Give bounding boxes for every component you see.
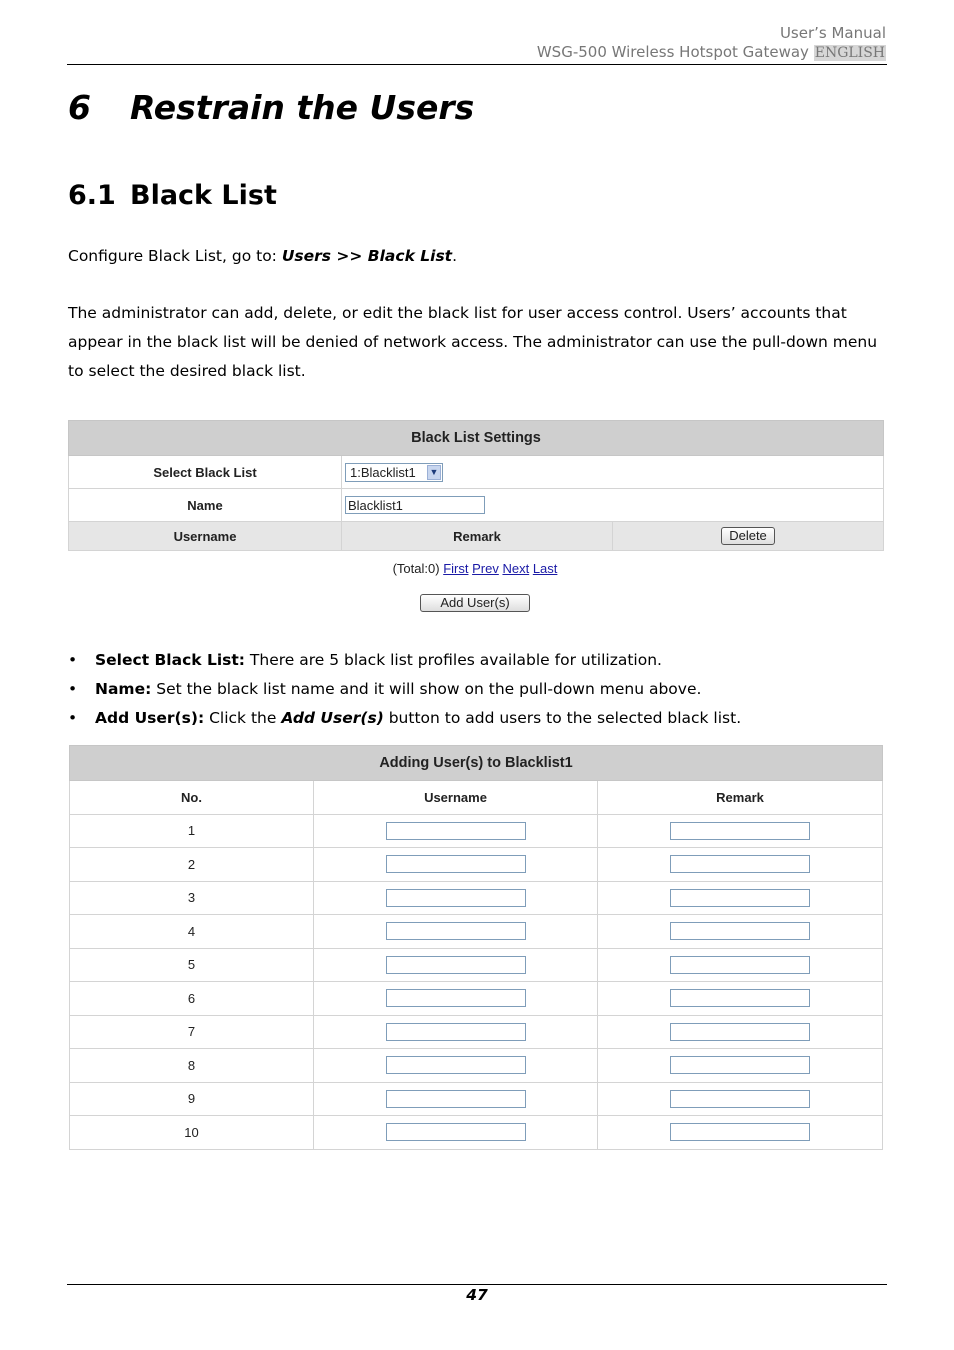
no-column-header: No.	[70, 781, 314, 815]
select-black-list-cell	[342, 456, 884, 489]
add-rows-body	[70, 814, 883, 1149]
table-row	[70, 982, 883, 1016]
username-cell	[314, 848, 598, 882]
username-input[interactable]	[386, 855, 526, 873]
row-number: 8	[70, 1049, 314, 1083]
username-input[interactable]	[386, 822, 526, 840]
remark-cell	[598, 848, 883, 882]
remark-input[interactable]	[670, 855, 810, 873]
username-input[interactable]	[386, 889, 526, 907]
add-username-column-header: Username	[314, 781, 598, 815]
bullet-key: Add User(s):	[95, 709, 205, 727]
remark-input[interactable]	[670, 1056, 810, 1074]
intro-paragraph	[68, 242, 888, 271]
header-language: ENGLISH	[814, 45, 885, 61]
bullet-text: button to add users to the selected black list.	[383, 709, 742, 727]
select-black-list-dropdown[interactable]	[345, 463, 443, 482]
remark-cell	[598, 948, 883, 982]
row-number: 10	[70, 1116, 314, 1150]
table-row	[70, 1049, 883, 1083]
section-title: Black List	[130, 180, 277, 211]
bullet-text: There are 5 black list profiles available for utilization.	[245, 651, 662, 669]
feature-bullet-list	[68, 646, 888, 733]
row-number: 2	[70, 848, 314, 882]
chapter-title: Restrain the Users	[130, 88, 475, 127]
row-number: 7	[70, 1015, 314, 1049]
remark-input[interactable]	[670, 922, 810, 940]
section-number: 6.1	[68, 180, 116, 211]
row-number: 3	[70, 881, 314, 915]
pager-last-link[interactable]: Last	[532, 561, 558, 576]
username-cell	[314, 915, 598, 949]
remark-cell	[598, 814, 883, 848]
remark-input[interactable]	[670, 1123, 810, 1141]
remark-cell	[598, 1116, 883, 1150]
delete-cell	[613, 522, 884, 551]
footer-rule	[67, 1284, 887, 1285]
remark-column-header: Remark	[342, 522, 613, 551]
username-input[interactable]	[386, 956, 526, 974]
remark-cell	[598, 915, 883, 949]
header-product-line	[537, 43, 886, 63]
bullet-key: Select Black List:	[95, 651, 245, 669]
pager-total: (Total:0)	[392, 561, 440, 576]
remark-input[interactable]	[670, 822, 810, 840]
username-input[interactable]	[386, 1056, 526, 1074]
add-users-button[interactable]: Add User(s)	[420, 594, 530, 612]
username-input[interactable]	[386, 1090, 526, 1108]
header-manual: User’s Manual	[779, 24, 886, 42]
bullet-select-black-list	[68, 646, 888, 675]
row-number: 4	[70, 915, 314, 949]
header-product: WSG-500 Wireless Hotspot Gateway	[536, 43, 809, 61]
table-row	[70, 1116, 883, 1150]
username-cell	[314, 1116, 598, 1150]
username-cell	[314, 1015, 598, 1049]
remark-cell	[598, 1015, 883, 1049]
remark-input[interactable]	[670, 956, 810, 974]
bullet-key: Name:	[95, 680, 152, 698]
row-number: 1	[70, 814, 314, 848]
table-row	[70, 915, 883, 949]
remark-input[interactable]	[670, 889, 810, 907]
name-input[interactable]: Blacklist1	[345, 496, 485, 514]
username-cell	[314, 814, 598, 848]
pager-next-link[interactable]: Next	[502, 561, 530, 576]
pager	[68, 561, 882, 576]
description-paragraph: The administrator can add, delete, or edit the black list for user access control. Users’ accounts that appear in the black list will be denied of network access. The administrator can use the pull-down menu to select the desired black list.	[68, 304, 878, 380]
name-cell	[342, 489, 884, 522]
remark-input[interactable]	[670, 1023, 810, 1041]
bullet-name	[68, 675, 888, 704]
chapter-number: 6	[68, 88, 91, 127]
black-list-settings-panel	[68, 420, 884, 551]
table-row	[70, 1015, 883, 1049]
add-users-button-wrap	[420, 592, 530, 612]
username-input[interactable]	[386, 1023, 526, 1041]
remark-cell	[598, 881, 883, 915]
username-cell	[314, 948, 598, 982]
remark-input[interactable]	[670, 1090, 810, 1108]
username-cell	[314, 982, 598, 1016]
remark-input[interactable]	[670, 989, 810, 1007]
table-row	[70, 881, 883, 915]
section-heading	[68, 180, 277, 211]
username-cell	[314, 1082, 598, 1116]
add-panel-title: Adding User(s) to Blacklist1	[70, 746, 883, 781]
name-label: Name	[69, 489, 342, 522]
remark-cell	[598, 1082, 883, 1116]
pager-first-link[interactable]: First	[443, 561, 469, 576]
remark-cell	[598, 982, 883, 1016]
add-remark-column-header: Remark	[598, 781, 883, 815]
username-input[interactable]	[386, 922, 526, 940]
username-input[interactable]	[386, 989, 526, 1007]
pager-prev-link[interactable]: Prev	[472, 561, 499, 576]
intro-prefix: Configure Black List, go to:	[68, 247, 282, 265]
username-input[interactable]	[386, 1123, 526, 1141]
select-black-list-label: Select Black List	[69, 456, 342, 489]
bullet-emphasis: Add User(s)	[281, 709, 384, 727]
settings-panel-title: Black List Settings	[69, 421, 884, 456]
username-cell	[314, 1049, 598, 1083]
row-number: 5	[70, 948, 314, 982]
delete-button[interactable]: Delete	[721, 527, 775, 545]
header-rule	[67, 64, 887, 65]
remark-cell	[598, 1049, 883, 1083]
table-row	[70, 848, 883, 882]
bullet-add-users	[68, 704, 888, 733]
select-black-list-value: 1:Blacklist1	[350, 464, 416, 480]
row-number: 9	[70, 1082, 314, 1116]
page-header	[537, 24, 886, 63]
page-number: 47	[466, 1286, 488, 1304]
chevron-down-icon[interactable]: ▼	[427, 465, 441, 480]
intro-path: Users >> Black List	[281, 247, 453, 265]
chapter-heading	[68, 88, 474, 127]
bullet-text: Set the black list name and it will show on the pull-down menu above.	[151, 680, 702, 698]
table-row	[70, 948, 883, 982]
row-number: 6	[70, 982, 314, 1016]
username-column-header: Username	[69, 522, 342, 551]
bullet-text: Click the	[204, 709, 282, 727]
username-cell	[314, 881, 598, 915]
table-row	[70, 1082, 883, 1116]
adding-users-panel	[69, 745, 883, 1150]
table-row	[70, 814, 883, 848]
intro-suffix: .	[452, 247, 458, 265]
